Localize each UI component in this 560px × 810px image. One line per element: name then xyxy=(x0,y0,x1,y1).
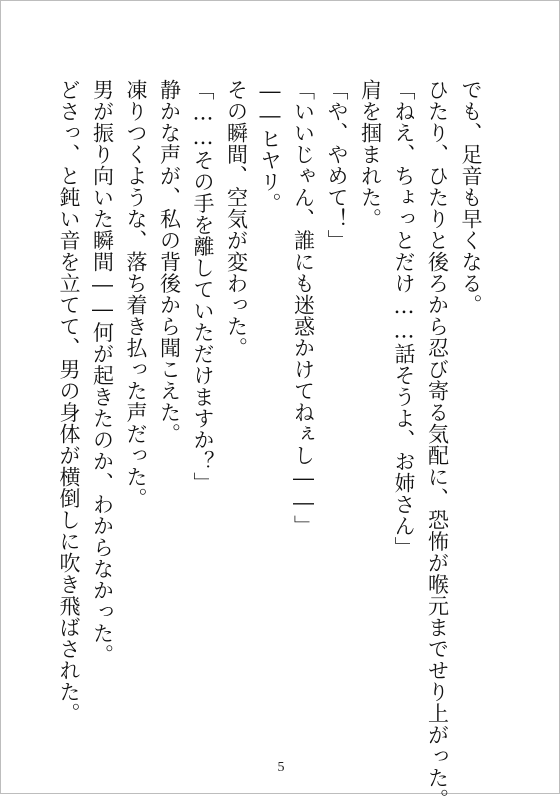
paragraph: でも、足音も早くなる。 xyxy=(459,79,483,316)
paragraph: 静かな声が、私の背後から聞こえた。 xyxy=(157,79,182,445)
paragraph: 「……その手を離していただけますか？」 xyxy=(191,79,215,494)
page-number: 5 xyxy=(277,760,285,775)
paragraph: 肩を掴まれた。 xyxy=(358,79,383,230)
paragraph: 凍りつくような、落ち着き払った声だった。 xyxy=(124,79,148,509)
paragraph: 「ねえ、ちょっとだけ……話そうよ、お姉さん」 xyxy=(392,79,416,558)
paragraph: その瞬間、空気が変わった。 xyxy=(224,79,249,359)
paragraph: ひたり、ひたりと後ろから忍び寄る気配に、恐怖が喉元までせり上がった。 xyxy=(425,79,450,810)
paragraph: 男が振り向いた瞬間――何が起きたのか、わからなかった。 xyxy=(90,79,115,666)
vertical-text-body xyxy=(52,79,488,810)
paragraph: どさっ、と鈍い音を立てて、男の身体が横倒しに吹き飛ばされた。 xyxy=(57,79,81,724)
paragraph: ――ヒヤリ。 xyxy=(258,79,282,214)
paragraph: 「いいじゃん、誰にも迷惑かけてねぇし――」 xyxy=(291,79,316,537)
paragraph: 「や、やめて！」 xyxy=(325,79,349,251)
